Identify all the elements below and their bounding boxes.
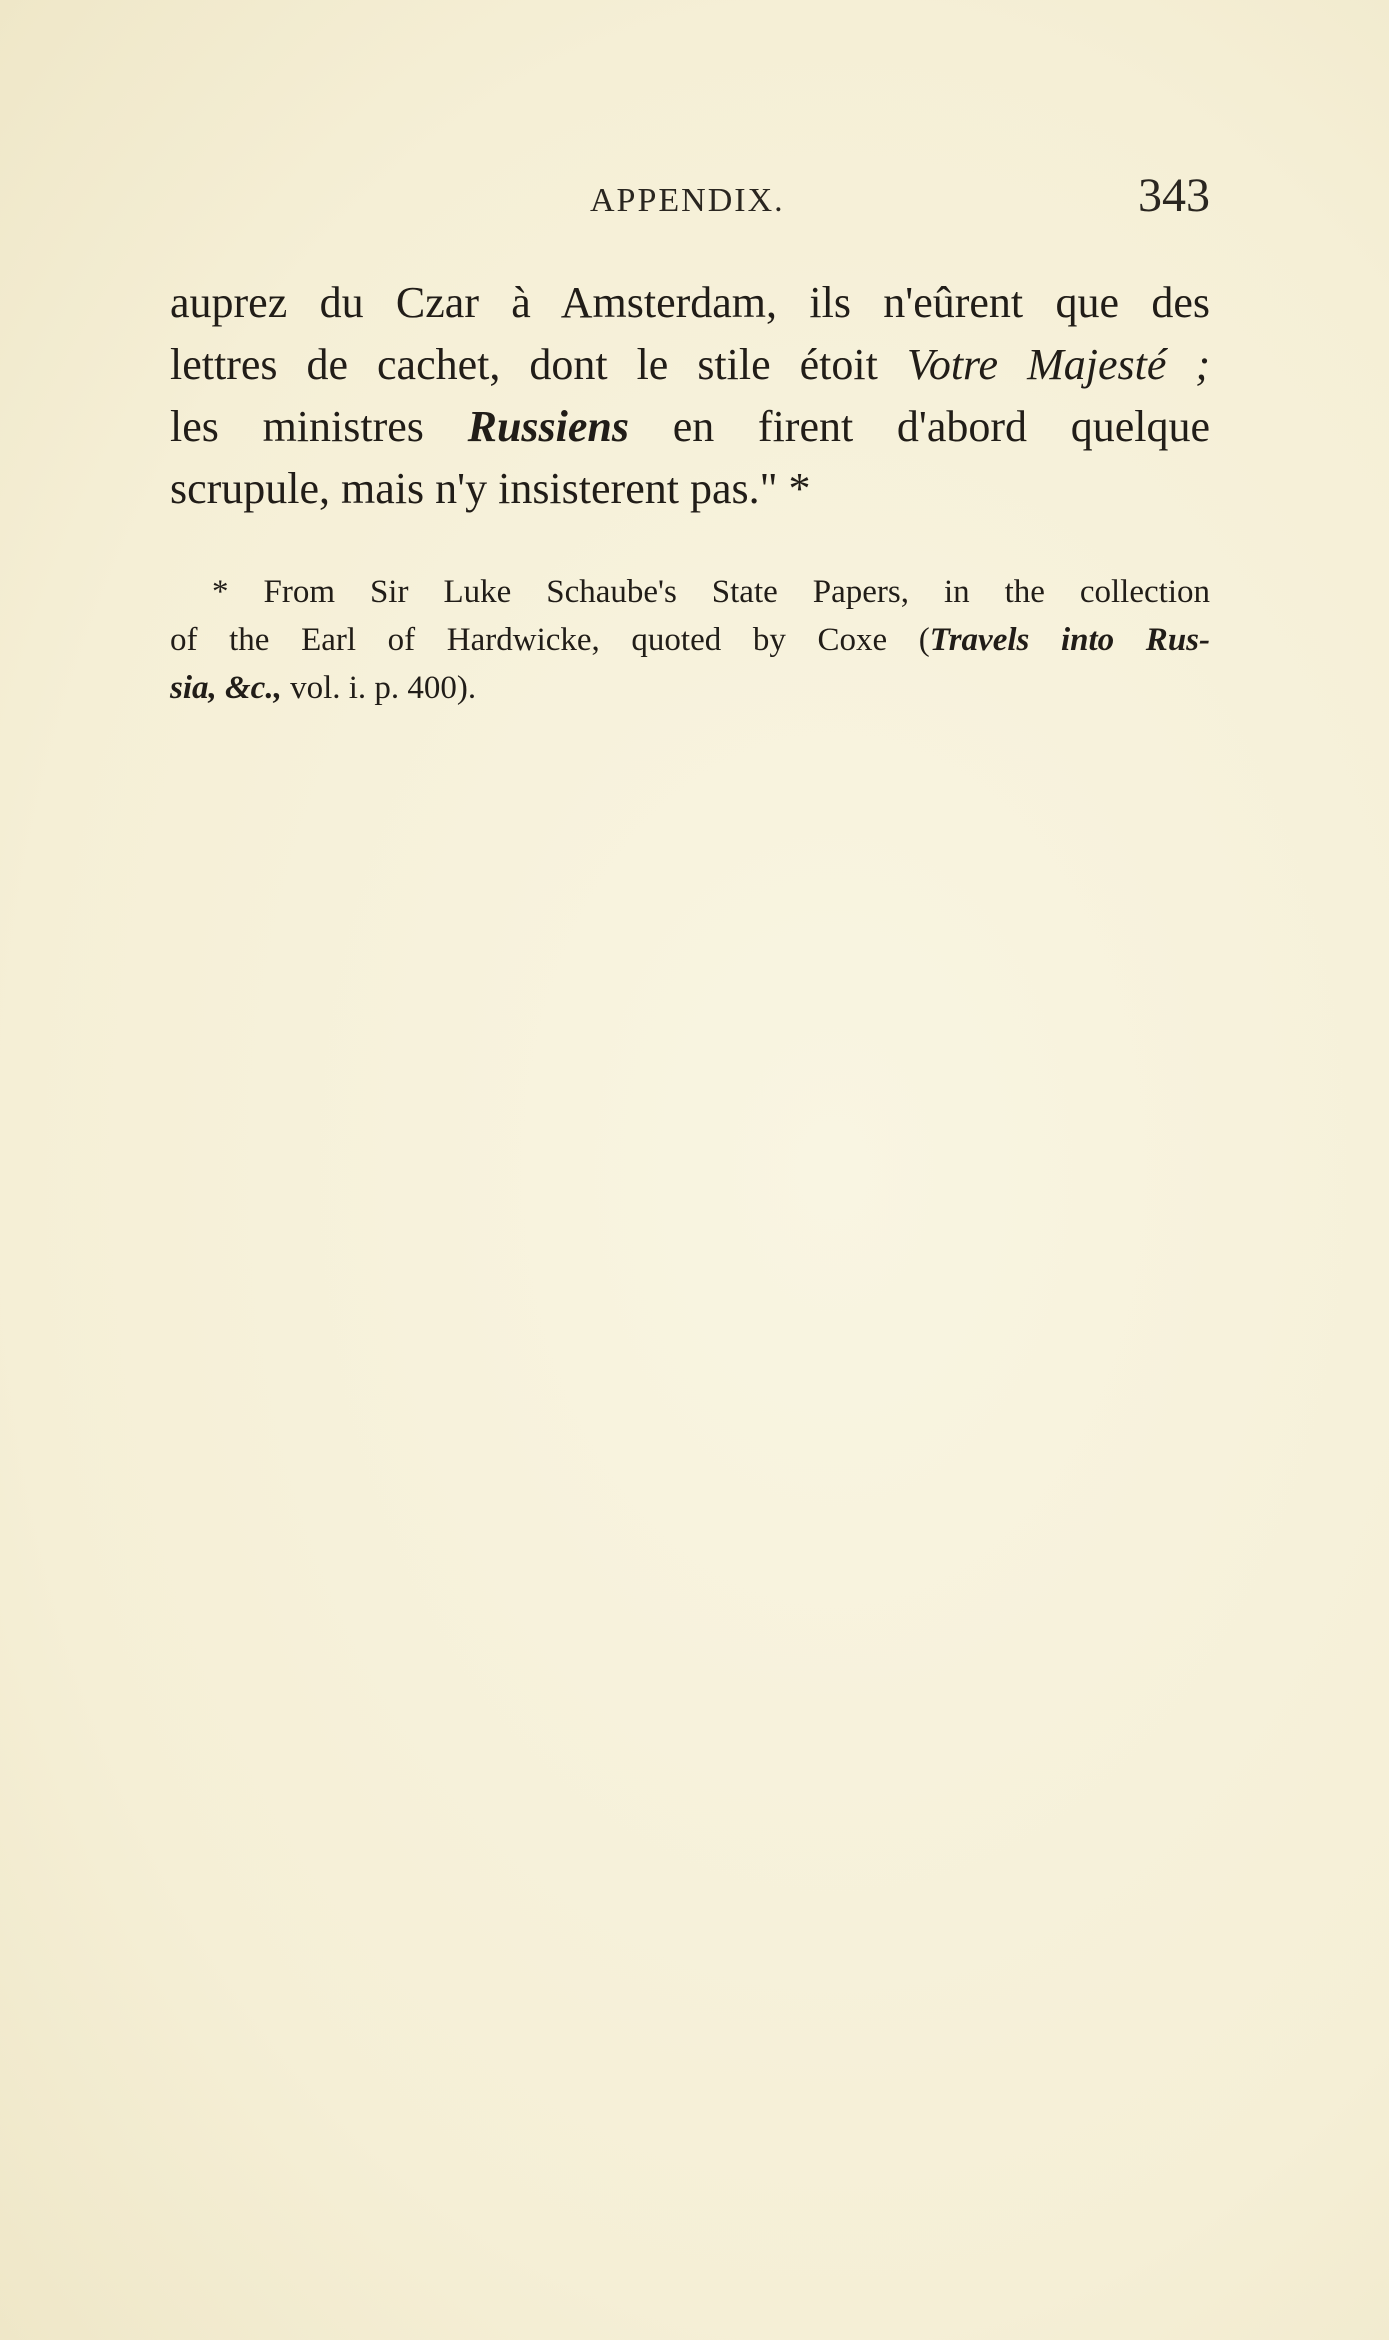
body-line-text: les ministres: [170, 402, 468, 451]
body-line-text: en firent d'abord quelque: [629, 402, 1210, 451]
footnote-line-text: of the Earl of Hardwicke, quoted by Coxe (: [170, 622, 930, 658]
footnote: [170, 568, 1210, 712]
running-head: APPENDIX.: [590, 182, 785, 219]
footnote-line: [170, 568, 1210, 616]
italic-title: sia, &c.,: [170, 670, 282, 706]
italic-phrase: Votre Majesté ;: [906, 340, 1210, 389]
body-line-text: scrupule, mais n'y insisterent pas." *: [170, 464, 811, 513]
body-line-text: auprez du Czar à Amsterdam, ils n'eûrent que des: [170, 278, 1210, 327]
italic-word: Russiens: [467, 402, 630, 451]
body-line: [170, 396, 1210, 458]
body-line: [170, 334, 1210, 396]
footnote-line-text: * From Sir Luke Schaube's State Papers, in the collection: [212, 574, 1210, 610]
body-line: [170, 458, 1210, 520]
footnote-line: [170, 664, 1210, 712]
footnote-line-text: vol. i. p. 400).: [281, 670, 477, 706]
body-paragraph: [170, 272, 1210, 520]
page-header: [170, 168, 1210, 238]
italic-title: Travels into Rus-: [929, 622, 1211, 658]
page-number: 343: [1138, 169, 1210, 222]
body-line: [170, 272, 1210, 334]
footnote-line: [170, 616, 1210, 664]
body-line-text: lettres de cachet, dont le stile étoit: [170, 340, 907, 389]
